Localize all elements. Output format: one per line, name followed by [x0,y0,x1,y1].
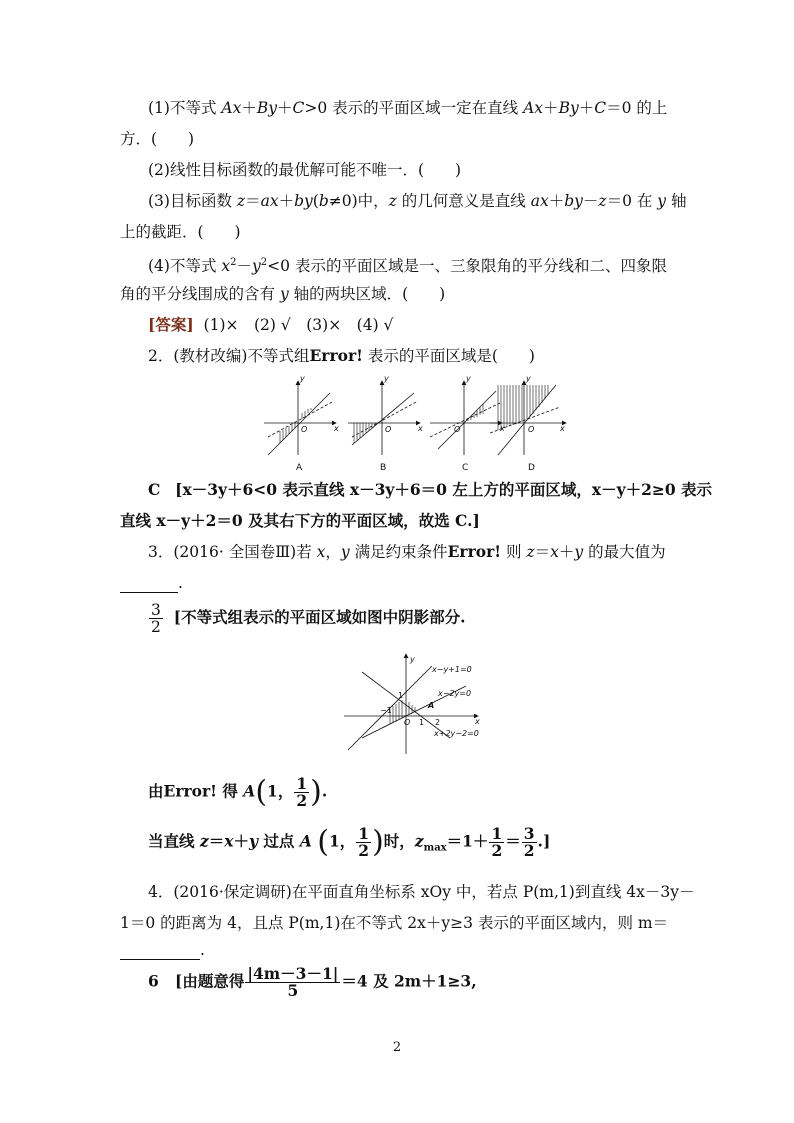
q2-solution-2: 直线 x－y＋2＝0 及其右下方的平面区域，故选 C.] [120,511,480,530]
q4-solution: 6 [由题意得 $\frac{|4m-3-1|}{5}$ ＝4 及 2m＋1≥3, [148,964,477,1000]
graph-c-axis-x: x [500,424,505,433]
q3-label-line2: x−2y=0 [438,689,472,698]
q3-blank-line: . [120,573,183,593]
q3-region-graph [340,650,490,756]
q3-solve-point: 由Error! 得 A(1， $\frac{1}{2}$ ). [148,774,328,810]
graph-b-axis-y: y [384,375,389,383]
q4-stem-1: 4．(2016·保定调研)在平面直角坐标系 xOy 中，若点 P(m,1)到直线 4x－3y－ [148,883,695,901]
q1-statement-4: (4)不等式 $x^2-y^2<0$ 表示的平面区域是一、三象限角的平分线和二、四象限 [148,257,667,276]
q3-max-value: 当直线 z＝x＋y 过点 A (1， $\frac{1}{2}$ )时，$z_{max}=1+$ $\frac{1}{2}$ ＝ $\frac{3}{2}$ .] [148,824,551,860]
q3-tick-xm1: −1 [380,706,392,715]
q4-stem-2: 1＝0 的距离为 4，且点 P(m,1)在不等式 2x＋y≥3 表示的平面区域内，则 m＝ [120,914,669,932]
q1-answer: [答案] (1)× (2) √ (3)× (4) √ [148,315,394,334]
q3-axis-x: x [475,717,480,726]
q1-statement-3-cont: 上的截距．( ) [120,223,241,241]
graph-a-axis-y: y [300,375,305,383]
q3-tick-x2: 2 [435,718,441,727]
graph-b-origin: O [385,425,392,434]
graph-c-axis-y: y [466,375,471,383]
graph-c-origin: O [454,425,461,434]
graph-c-label: C [462,463,469,473]
q1-statement-1-cont: 方．( ) [120,130,195,148]
graph-d-axis-y: y [526,375,531,383]
graph-d-origin: O [528,425,535,434]
q2-option-graphs [258,375,570,475]
graph-b-label: B [380,463,387,473]
q3-origin: O [404,718,411,727]
graph-a-axis-x: x [334,424,339,433]
q2-stem: 2．(教材改编)不等式组Error! 表示的平面区域是( ) [148,346,535,365]
graph-c [430,381,502,455]
q4-blank-line: . [120,940,205,960]
q3-answer-fraction: $\frac{3}{2}$ [151,601,161,636]
q3-tick-x1: 1 [419,718,425,727]
q3-answer: $\frac{3}{2}$ [不等式组表示的平面区域如图中阴影部分. [151,601,466,636]
graph-d-axis-x: x [560,424,565,433]
q3-axis-y: y [410,655,415,664]
q1-statement-1: (1)不等式 Ax＋By＋C>0 表示的平面区域一定在直线 Ax＋By＋C＝0 的上 [148,99,668,117]
page-number: 2 [392,1040,402,1055]
q3-point-a: A [428,701,435,710]
q1-statement-4-cont: 角的平分线围成的含有 y 轴的两块区域．( ) [120,285,446,303]
q3-label-line1: x−y+1=0 [432,665,472,674]
graph-d-label: D [528,463,535,473]
q3-answer-blank [120,576,178,593]
answer-label: [答案] [148,315,194,334]
q1-statement-3: (3)目标函数 z＝ax＋by(b≠0)中，z 的几何意义是直线 ax＋by－z＝0 在 y 轴 [148,192,687,210]
graph-b [348,381,420,455]
graph-d [490,381,566,455]
q2-solution-1: C [x－3y＋6<0 表示直线 x－3y＋6＝0 左上方的平面区域，x－y＋2≥0 表示 [148,480,713,499]
q3-stem: 3．(2016· 全国卷Ⅲ)若 x，y 满足约束条件Error! 则 z＝x＋y 的最大值为 [148,542,666,561]
q1-statement-2: (2)线性目标函数的最优解可能不唯一．( ) [148,161,462,179]
graph-a-origin: O [301,425,308,434]
q3-tick-y1: 1 [398,691,404,700]
q3-label-line3: x+2y−2=0 [434,729,479,738]
graph-b-axis-x: x [418,424,423,433]
q4-answer-blank [120,943,200,960]
graph-a [264,381,336,455]
graph-a-label: A [296,463,303,473]
